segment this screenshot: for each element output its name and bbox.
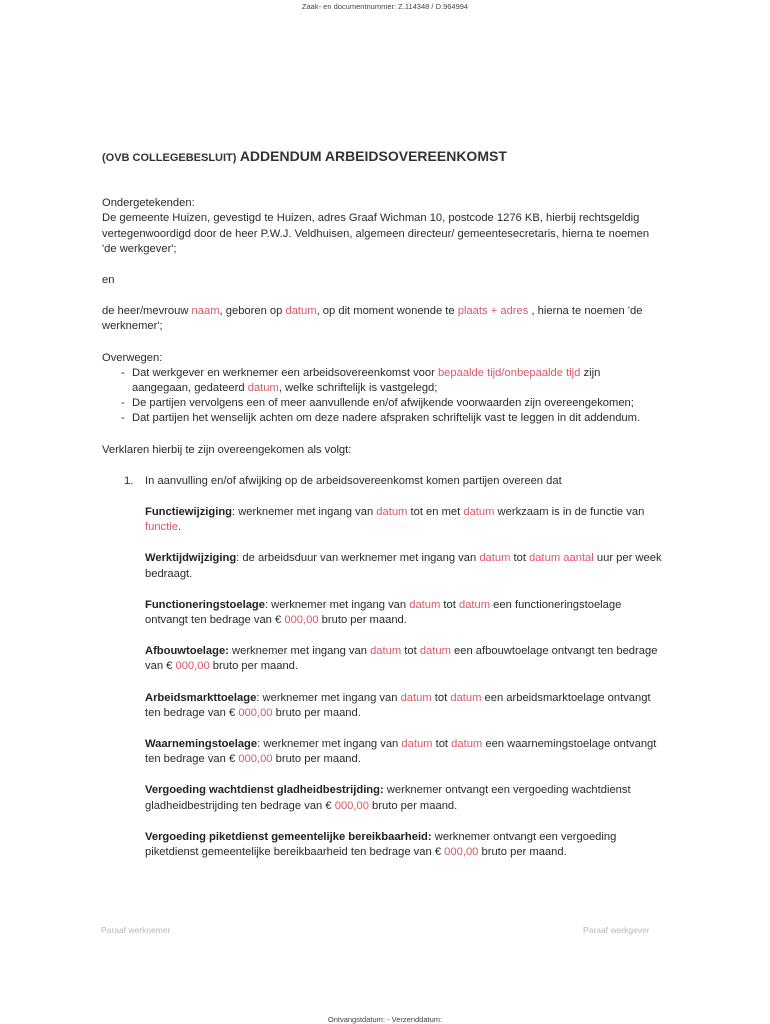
received-sent-date-footer: Ontvangstdatum: - Verzenddatum: [327, 1015, 443, 1024]
dash-bullet: - [121, 366, 125, 379]
placeholder-bedrag: 000,00 [238, 706, 273, 719]
clause-text: : de arbeidsduur van werknemer met ingang van [236, 552, 480, 565]
placeholder-bedrag: 000,00 [284, 614, 319, 627]
placeholder-datum: datum [400, 691, 432, 704]
list-item [102, 366, 662, 396]
clause-text: uur per week bedraagt. [145, 552, 662, 580]
item-number: 1. [124, 474, 134, 487]
clause-text: werknemer ontvangt een vergoeding piketdienst gemeentelijke bereikbaarheid ten bedrage van € [145, 830, 617, 859]
parties-heading: Ondergetekenden: [102, 197, 195, 210]
document-number-header: Zaak- en documentnummer: Z.114348 / D.964994 [301, 2, 469, 11]
placeholder-datum: datum [450, 691, 482, 704]
consideration-3-text: Dat partijen het wenselijk achten om deze nadere afspraken schriftelijk vast te leggen in dit addendum. [132, 412, 641, 425]
placeholder-datum: datum [463, 506, 495, 519]
clause-text: werkzaam is in de functie van [494, 506, 645, 519]
placeholder-bedrag: 000,00 [334, 799, 369, 812]
clause-label: Afbouwtoelage: [145, 645, 229, 658]
clause-arbeidsmarkttoelage [145, 691, 662, 721]
clause-text: : werknemer met ingang van [257, 738, 402, 751]
clause-text: bruto per maand. [272, 706, 361, 719]
clause-label: Functioneringstoelage [145, 598, 265, 611]
placeholder-datum: datum [419, 645, 451, 658]
placeholder-datum: datum [401, 738, 433, 751]
clause-functiewijziging [145, 505, 662, 535]
clause-text: een arbeidsmarktoelage ontvangt ten bedrage van € [145, 691, 651, 719]
placeholder-adres: plaats + adres [457, 305, 529, 318]
list-item [102, 411, 662, 426]
placeholder-datum: datum [247, 382, 279, 395]
dash-bullet: - [121, 397, 125, 410]
clause-text: tot [431, 691, 451, 704]
clause-text: tot [401, 645, 420, 658]
consideration-1-text-2: zijn aangegaan, gedateerd [132, 366, 601, 395]
placeholder-datum: datum [376, 506, 408, 519]
placeholder-datum: datum [370, 645, 402, 658]
clause-text: tot [440, 598, 459, 611]
clause-text: . [177, 521, 182, 534]
document-body [102, 149, 662, 860]
placeholder-datum: datum [458, 598, 491, 611]
placeholder-bedrag: 000,00 [238, 753, 273, 766]
title-main: ADDENDUM ARBEIDSOVEREENKOMST [236, 148, 507, 164]
clause-label: Werktijdwijziging [145, 552, 237, 565]
clause-label: Waarnemingstoelage [145, 738, 258, 751]
clause-text: : werknemer met ingang van [264, 598, 410, 611]
dash-bullet: - [121, 412, 125, 425]
clause-label: Vergoeding wachtdienst gladheidbestrijding: [145, 784, 384, 797]
list-item [102, 396, 662, 411]
placeholder-datum: datum [285, 305, 317, 318]
consideration-2-text: De partijen vervolgens een of meer aanvullende en/of afwijkende voorwaarden zijn overeengekomen; [132, 397, 634, 410]
numbered-item-text: In aanvulling en/of afwijking op de arbeidsovereenkomst komen partijen overeen dat [145, 474, 562, 487]
clause-text: tot [432, 738, 452, 751]
placeholder-datum: datum [409, 598, 441, 611]
clause-text: werknemer met ingang van [228, 645, 371, 658]
clause-waarnemingstoelage [145, 737, 662, 767]
placeholder-functie: functie [145, 521, 178, 534]
consideration-1-text-1: Dat werkgever en werknemer een arbeidsovereenkomst voor [132, 366, 438, 379]
clause-afbouwtoelage [145, 644, 662, 674]
clause-text: tot en met [407, 506, 464, 519]
clause-text: bruto per maand. [272, 753, 361, 766]
employee-text-1: de heer/mevrouw [102, 305, 192, 318]
clause-text: een afbouwtoelage ontvangt ten bedrage van € [145, 645, 658, 673]
employee-paragraph [102, 304, 662, 334]
and-word: en [102, 274, 115, 287]
clause-wachtdienst [145, 783, 662, 813]
employee-text-3: , op dit moment wonende te [316, 305, 458, 318]
placeholder-bedrag: 000,00 [175, 660, 210, 673]
employee-text-2: , geboren op [219, 305, 286, 318]
employer-paragraph: De gemeente Huizen, gevestigd te Huizen, adres Graaf Wichman 10, postcode 1276 KB, hierbij rechtsgeldig vertegenwoordigd door de heer P.W.J. Veldhuisen, algemeen directeur/ gemeentesecretaris, hierna te noemen 'de werkgever'; [102, 212, 650, 255]
considerations-list [102, 366, 662, 427]
clause-text: bruto per maand. [318, 614, 407, 627]
clause-text: bruto per maand. [478, 846, 567, 859]
placeholder-datum: datum [451, 738, 483, 751]
title-prefix: (OVB COLLEGEBESLUIT) [102, 152, 237, 164]
clause-text: tot [510, 552, 530, 565]
declaration-line: Verklaren hierbij te zijn overeengekomen als volgt: [102, 443, 352, 456]
clause-text: : werknemer met ingang van [256, 691, 401, 704]
clause-text: bruto per maand. [368, 799, 458, 812]
placeholder-naam: naam [191, 305, 220, 318]
placeholder-bedrag: 000,00 [444, 846, 479, 859]
clause-text: een functioneringstoelage ontvangt ten bedrage van € [145, 598, 622, 627]
clause-label: Vergoeding piketdienst gemeentelijke bereikbaarheid: [145, 830, 432, 843]
clause-functioneringstoelage [145, 598, 662, 628]
clause-text: bruto per maand. [209, 660, 299, 673]
considerations-heading: Overwegen: [102, 351, 163, 364]
clause-text: : werknemer met ingang van [232, 506, 377, 519]
clause-piketdienst [145, 830, 662, 860]
placeholder-datum: datum [479, 552, 511, 565]
document-title [102, 149, 662, 166]
clause-label: Functiewijziging [145, 506, 233, 519]
consideration-1-text-3: , welke schriftelijk is vastgelegd; [278, 382, 438, 395]
placeholder-tijd: bepaalde tijd/onbepaalde tijd [437, 366, 581, 379]
clause-werktijdwijziging [145, 551, 662, 581]
employee-text-4: , hierna te noemen 'de werknemer'; [102, 305, 643, 333]
paraaf-werknemer: Paraaf werknemer [101, 925, 171, 935]
clause-text: een waarnemingstoelage ontvangt ten bedrage van € [145, 738, 657, 766]
paraaf-werkgever: Paraaf werkgever [583, 925, 650, 935]
placeholder-datum-aantal: datum aantal [529, 552, 594, 565]
clause-text: werknemer ontvangt een vergoeding wachtdienst gladheidbestrijding ten bedrage van € [145, 784, 631, 812]
clause-label: Arbeidsmarkttoelage [145, 691, 257, 704]
numbered-item-1 [102, 474, 662, 489]
